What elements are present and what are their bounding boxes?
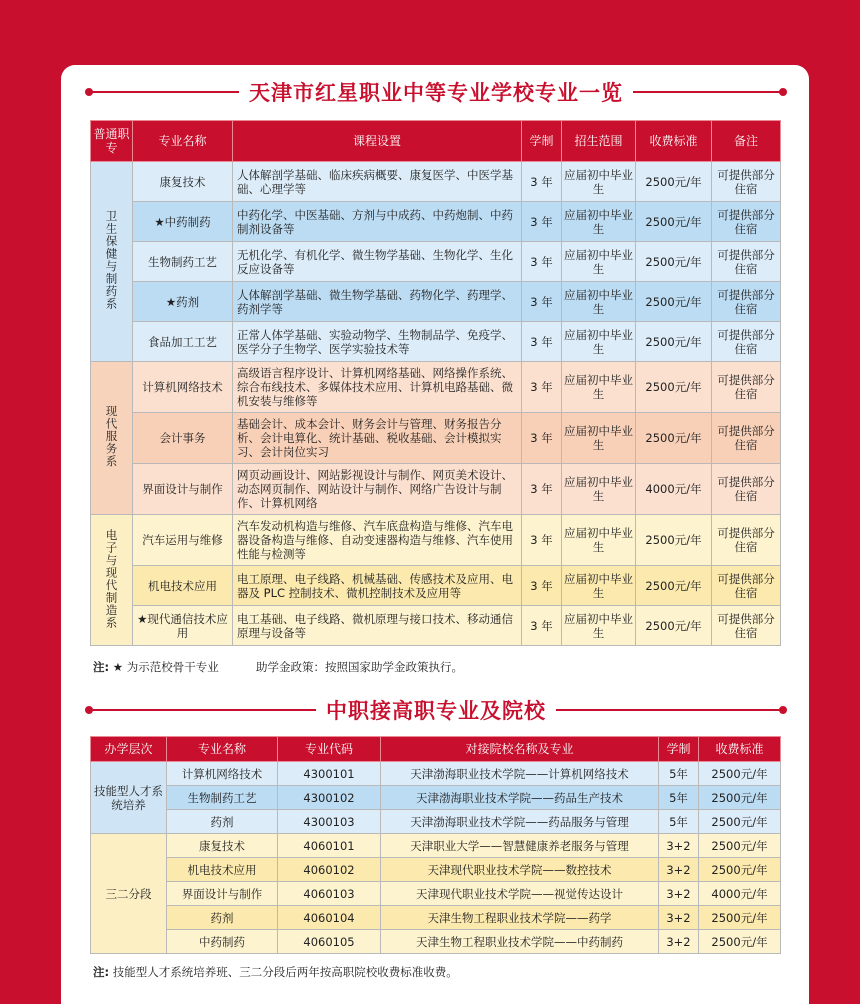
program-level-cell: 三二分段	[91, 834, 167, 954]
enrollment-scope: 应届初中毕业生	[562, 606, 636, 646]
duration: 3+2	[659, 882, 699, 906]
course-list: 电工原理、电子线路、机械基础、传感技术及应用、电器及 PLC 控制技术、微机控制技术及应用等	[233, 566, 522, 606]
header-cell: 学制	[522, 121, 562, 162]
tuition-fee: 2500元/年	[699, 906, 781, 930]
major-row	[91, 606, 781, 646]
pathway-row	[91, 834, 781, 858]
tuition-fee: 2500元/年	[699, 810, 781, 834]
tuition-fee: 2500元/年	[636, 515, 712, 566]
remark: 可提供部分住宿	[712, 464, 781, 515]
duration: 3 年	[522, 242, 562, 282]
partner-school: 天津渤海职业技术学院——药品生产技术	[381, 786, 659, 810]
remark: 可提供部分住宿	[712, 162, 781, 202]
department-name: 卫生保健与制药系	[104, 210, 119, 310]
major-row	[91, 413, 781, 464]
tuition-fee: 2500元/年	[699, 786, 781, 810]
tuition-fee: 2500元/年	[636, 362, 712, 413]
duration: 5年	[659, 786, 699, 810]
major-name: 汽车运用与维修	[133, 515, 233, 566]
duration: 5年	[659, 810, 699, 834]
enrollment-scope: 应届初中毕业生	[562, 242, 636, 282]
major-name: 康复技术	[133, 162, 233, 202]
remark: 可提供部分住宿	[712, 413, 781, 464]
header-cell: 专业名称	[167, 737, 278, 762]
tuition-fee: 2500元/年	[636, 282, 712, 322]
department-name: 电子与现代制造系	[104, 528, 119, 629]
course-list: 网页动画设计、网站影视设计与制作、网页美术设计、动态网页制作、网站设计与制作、网络广告设计与制作、计算机网络	[233, 464, 522, 515]
partner-school: 天津生物工程职业技术学院——中药制药	[381, 930, 659, 954]
tuition-fee: 2500元/年	[636, 162, 712, 202]
pathway-header-row	[91, 737, 781, 762]
header-cell: 收费标准	[636, 121, 712, 162]
major-name: 康复技术	[167, 834, 278, 858]
pathway-row	[91, 882, 781, 906]
major-name: 生物制药工艺	[133, 242, 233, 282]
major-name: ★中药制药	[133, 202, 233, 242]
duration: 3 年	[522, 566, 562, 606]
note-star: ★ 为示范校骨干专业	[112, 660, 219, 674]
majors-header-row	[91, 121, 781, 162]
major-code: 4300101	[278, 762, 381, 786]
major-name: 界面设计与制作	[133, 464, 233, 515]
major-name: ★药剂	[133, 282, 233, 322]
pathway-row	[91, 786, 781, 810]
header-cell: 课程设置	[233, 121, 522, 162]
title-rule-right	[556, 709, 783, 711]
header-cell: 专业名称	[133, 121, 233, 162]
major-row	[91, 566, 781, 606]
partner-school: 天津现代职业技术学院——视觉传达设计	[381, 882, 659, 906]
tuition-fee: 2500元/年	[636, 242, 712, 282]
major-row	[91, 464, 781, 515]
header-cell: 招生范围	[562, 121, 636, 162]
major-row	[91, 282, 781, 322]
remark: 可提供部分住宿	[712, 566, 781, 606]
section1-title: 天津市红星职业中等专业学校专业一览	[249, 81, 623, 105]
major-name: 中药制药	[167, 930, 278, 954]
course-list: 电工基础、电子线路、微机原理与接口技术、移动通信原理与设备等	[233, 606, 522, 646]
note-label: 注:	[93, 965, 110, 979]
major-row	[91, 322, 781, 362]
major-code: 4300103	[278, 810, 381, 834]
tuition-fee: 2500元/年	[636, 322, 712, 362]
duration: 3 年	[522, 362, 562, 413]
remark: 可提供部分住宿	[712, 322, 781, 362]
section2-title: 中职接高职专业及院校	[326, 699, 546, 723]
tuition-fee: 2500元/年	[699, 858, 781, 882]
duration: 3 年	[522, 282, 562, 322]
remark: 可提供部分住宿	[712, 282, 781, 322]
tuition-fee: 2500元/年	[699, 762, 781, 786]
duration: 3+2	[659, 930, 699, 954]
major-name: 计算机网络技术	[133, 362, 233, 413]
section2-title-bar	[89, 695, 783, 725]
tuition-fee: 4000元/年	[636, 464, 712, 515]
header-cell: 收费标准	[699, 737, 781, 762]
major-name: 食品加工工艺	[133, 322, 233, 362]
partner-school: 天津现代职业技术学院——数控技术	[381, 858, 659, 882]
pathway-row	[91, 810, 781, 834]
pathway-row	[91, 762, 781, 786]
program-level-cell: 技能型人才系统培养	[91, 762, 167, 834]
major-name: 药剂	[167, 810, 278, 834]
major-name: 机电技术应用	[167, 858, 278, 882]
header-cell: 办学层次	[91, 737, 167, 762]
tuition-fee: 2500元/年	[636, 413, 712, 464]
partner-school: 天津生物工程职业技术学院——药学	[381, 906, 659, 930]
major-row	[91, 162, 781, 202]
major-code: 4060101	[278, 834, 381, 858]
duration: 3 年	[522, 606, 562, 646]
tuition-fee: 2500元/年	[699, 834, 781, 858]
course-list: 高级语言程序设计、计算机网络基础、网络操作系统、综合布线技术、多媒体技术应用、计算机电路基础、微机安装与维修等	[233, 362, 522, 413]
duration: 3 年	[522, 464, 562, 515]
content-card	[61, 65, 809, 1004]
department-cell	[91, 362, 133, 515]
major-code: 4060105	[278, 930, 381, 954]
duration: 3 年	[522, 413, 562, 464]
section1-note	[93, 659, 463, 675]
major-row	[91, 515, 781, 566]
major-name: 机电技术应用	[133, 566, 233, 606]
tuition-fee: 2500元/年	[636, 202, 712, 242]
header-cell: 备注	[712, 121, 781, 162]
major-name: 计算机网络技术	[167, 762, 278, 786]
duration: 3 年	[522, 515, 562, 566]
tuition-fee: 2500元/年	[636, 606, 712, 646]
duration: 3 年	[522, 202, 562, 242]
major-row	[91, 242, 781, 282]
header-cell: 普通职专	[91, 121, 133, 162]
course-list: 正常人体学基础、实验动物学、生物制品学、免疫学、医学分子生物学、医学实验技术等	[233, 322, 522, 362]
partner-school: 天津渤海职业技术学院——药品服务与管理	[381, 810, 659, 834]
enrollment-scope: 应届初中毕业生	[562, 162, 636, 202]
pathway-row	[91, 930, 781, 954]
enrollment-scope: 应届初中毕业生	[562, 322, 636, 362]
enrollment-scope: 应届初中毕业生	[562, 464, 636, 515]
enrollment-scope: 应届初中毕业生	[562, 566, 636, 606]
enrollment-scope: 应届初中毕业生	[562, 282, 636, 322]
remark: 可提供部分住宿	[712, 202, 781, 242]
partner-school: 天津职业大学——智慧健康养老服务与管理	[381, 834, 659, 858]
duration: 3+2	[659, 858, 699, 882]
course-list: 人体解剖学基础、微生物学基础、药物化学、药理学、药剂学等	[233, 282, 522, 322]
enrollment-scope: 应届初中毕业生	[562, 202, 636, 242]
tuition-fee: 2500元/年	[636, 566, 712, 606]
major-name: 会计事务	[133, 413, 233, 464]
course-list: 人体解剖学基础、临床疾病概要、康复医学、中医学基础、心理学等	[233, 162, 522, 202]
major-code: 4300102	[278, 786, 381, 810]
remark: 可提供部分住宿	[712, 606, 781, 646]
pathway-row	[91, 906, 781, 930]
major-name: 生物制药工艺	[167, 786, 278, 810]
duration: 3+2	[659, 834, 699, 858]
enrollment-scope: 应届初中毕业生	[562, 413, 636, 464]
major-row	[91, 362, 781, 413]
tuition-fee: 2500元/年	[699, 930, 781, 954]
major-code: 4060104	[278, 906, 381, 930]
majors-table	[90, 120, 781, 646]
section1-title-bar	[89, 77, 783, 107]
department-name: 现代服务系	[104, 405, 119, 468]
remark: 可提供部分住宿	[712, 362, 781, 413]
duration: 3+2	[659, 906, 699, 930]
major-name: 界面设计与制作	[167, 882, 278, 906]
major-name: ★现代通信技术应用	[133, 606, 233, 646]
course-list: 无机化学、有机化学、微生物学基础、生物化学、生化反应设备等	[233, 242, 522, 282]
header-cell: 对接院校名称及专业	[381, 737, 659, 762]
duration: 5年	[659, 762, 699, 786]
pathway-table	[90, 736, 781, 954]
pathway-row	[91, 858, 781, 882]
partner-school: 天津渤海职业技术学院——计算机网络技术	[381, 762, 659, 786]
title-rule-left	[89, 91, 239, 93]
remark: 可提供部分住宿	[712, 242, 781, 282]
enrollment-scope: 应届初中毕业生	[562, 362, 636, 413]
note-aid-policy: 助学金政策：按照国家助学金政策执行。	[256, 660, 464, 674]
major-row	[91, 202, 781, 242]
duration: 3 年	[522, 162, 562, 202]
duration: 3 年	[522, 322, 562, 362]
department-cell	[91, 515, 133, 646]
note-fee-policy: 技能型人才系统培养班、三二分段后两年按高职院校收费标准收费。	[112, 965, 458, 979]
header-cell: 学制	[659, 737, 699, 762]
tuition-fee: 4000元/年	[699, 882, 781, 906]
major-code: 4060102	[278, 858, 381, 882]
remark: 可提供部分住宿	[712, 515, 781, 566]
major-name: 药剂	[167, 906, 278, 930]
course-list: 汽车发动机构造与维修、汽车底盘构造与维修、汽车电器设备构造与维修、自动变速器构造与维修、汽车使用性能与检测等	[233, 515, 522, 566]
title-rule-right	[633, 91, 783, 93]
course-list: 中药化学、中医基础、方剂与中成药、中药炮制、中药制剂设备等	[233, 202, 522, 242]
title-rule-left	[89, 709, 316, 711]
major-code: 4060103	[278, 882, 381, 906]
enrollment-scope: 应届初中毕业生	[562, 515, 636, 566]
note-label: 注:	[93, 660, 110, 674]
section2-note	[93, 964, 458, 980]
department-cell	[91, 162, 133, 362]
course-list: 基础会计、成本会计、财务会计与管理、财务报告分析、会计电算化、统计基础、税收基础、会计模拟实习、会计岗位实习	[233, 413, 522, 464]
header-cell: 专业代码	[278, 737, 381, 762]
